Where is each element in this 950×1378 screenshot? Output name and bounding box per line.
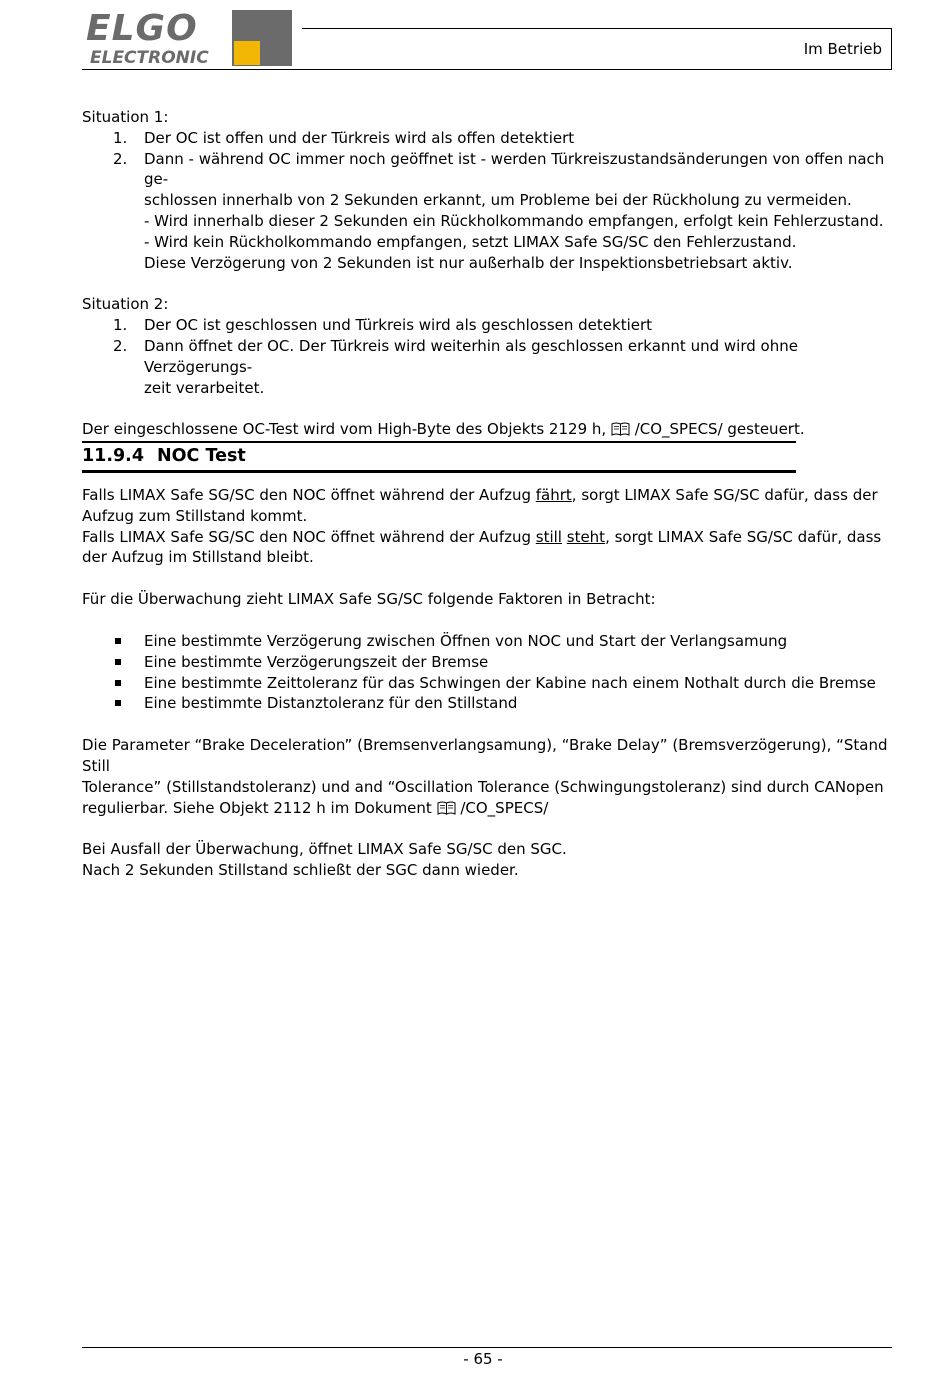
factors-list — [82, 631, 892, 714]
page-number: - 65 - — [463, 1350, 503, 1368]
failure-paragraph: Bei Ausfall der Überwachung, öffnet LIMAX Safe SG/SC den SGC. Nach 2 Sekunden Stillstand schließt der SGC dann wieder. — [82, 840, 567, 880]
logo-text-electronic: ELECTRONIC — [90, 48, 209, 68]
situation-1-list — [82, 128, 892, 274]
list-number: 2. — [113, 336, 128, 355]
section-number: 11.9.4 — [82, 446, 145, 466]
situation-1-title: Situation 1: — [82, 108, 169, 126]
header-rule — [302, 28, 892, 29]
list-number: 1. — [113, 316, 128, 335]
book-icon — [437, 801, 456, 815]
list-text: schlossen innerhalb von 2 Sekunden erkannt, um Probleme bei der Rückholung zu vermeiden. — [144, 191, 852, 210]
list-text: - Wird kein Rückholkommando empfangen, setzt LIMAX Safe SG/SC den Fehlerzustand. — [144, 232, 797, 251]
list-number: 1. — [113, 128, 128, 147]
header-rule-vertical — [891, 28, 892, 70]
noc-block — [82, 485, 892, 881]
list-item: Eine bestimmte Zeittoleranz für das Schwingen der Kabine nach einem Nothalt durch die Bremse — [82, 673, 892, 694]
list-text: Diese Verzögerung von 2 Sekunden ist nur außerhalb der Inspektionsbetriebsart aktiv. — [144, 253, 793, 272]
elgo-logo — [80, 8, 294, 68]
list-text: zeit verarbeitet. — [144, 378, 265, 397]
list-item: Eine bestimmte Verzögerung zwischen Öffnen von NOC und Start der Verlangsamung — [82, 631, 892, 652]
list-item — [82, 336, 892, 398]
logo-text-elgo: ELGO — [86, 8, 198, 49]
factors-intro: Für die Überwachung zieht LIMAX Safe SG/SC folgende Faktoren in Betracht: — [82, 590, 656, 609]
list-number: 2. — [113, 149, 128, 168]
list-item: Eine bestimmte Distanztoleranz für den Stillstand — [82, 693, 892, 714]
parameters-paragraph: Die Parameter “Brake Deceleration” (Bremsenverlangsamung), “Brake Delay” (Bremsverzögerung), “Stand Still Tolerance” (Stillstandstoleranz) und and “Oscillation Tolerance (Schwingungstoleranz) sind durch CANopen regulierbar. Siehe Objekt 2112 h im Dokument /CO_SPECS/ — [82, 736, 888, 817]
situation-2-list — [82, 315, 892, 398]
noc-paragraph-1: Falls LIMAX Safe SG/SC den NOC öffnet während der Aufzug fährt, sorgt LIMAX Safe SG/SC dafür, dass der Aufzug zum Stillstand kommt. — [82, 486, 878, 525]
section-heading — [82, 446, 246, 466]
footer-rule — [82, 1347, 892, 1348]
situation-2-title: Situation 2: — [82, 295, 169, 314]
list-item — [82, 149, 892, 274]
list-text: Dann öffnet der OC. Der Türkreis wird weiterhin als geschlossen erkannt und wird ohne Verzögerungs- — [144, 336, 798, 376]
list-item — [82, 315, 892, 336]
heading-rule-top — [82, 441, 796, 443]
heading-rule-bottom — [82, 470, 796, 473]
list-text: Der OC ist geschlossen und Türkreis wird als geschlossen detektiert — [144, 316, 653, 335]
noc-paragraph-2: Falls LIMAX Safe SG/SC den NOC öffnet während der Aufzug still steht, sorgt LIMAX Safe SG/SC dafür, dass der Aufzug im Stillstand bleibt. — [82, 527, 882, 567]
section-title: NOC Test — [157, 446, 246, 466]
list-text: Dann - während OC immer noch geöffnet ist - werden Türkreiszustandsänderungen von offen nach ge- — [144, 149, 885, 189]
list-text: - Wird innerhalb dieser 2 Sekunden ein Rückholkommando empfangen, erfolgt kein Fehlerzustand. — [144, 211, 884, 230]
list-text: Der OC ist offen und der Türkreis wird als offen detektiert — [144, 128, 575, 147]
header-underline — [82, 69, 892, 70]
oc-test-paragraph: Der eingeschlossene OC-Test wird vom High-Byte des Objekts 2129 h, /CO_SPECS/ gesteuert. — [82, 420, 805, 439]
situations-block — [82, 107, 892, 440]
book-icon — [611, 422, 630, 436]
list-item — [82, 128, 892, 149]
list-item: Eine bestimmte Verzögerungszeit der Bremse — [82, 652, 892, 673]
chapter-title: Im Betrieb — [803, 40, 882, 58]
